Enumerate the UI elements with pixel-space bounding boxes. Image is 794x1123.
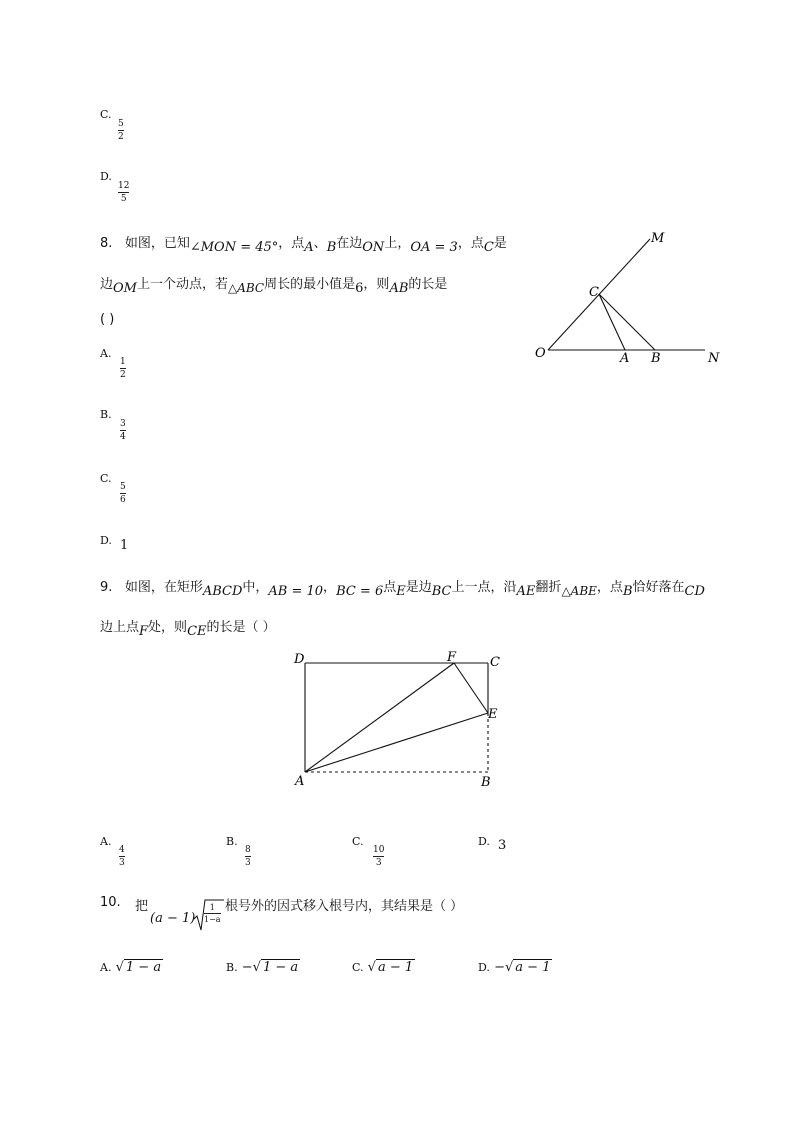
text: 点 bbox=[383, 580, 397, 595]
text: 上一个动点，若 bbox=[136, 277, 228, 292]
denominator: 1−a bbox=[204, 915, 221, 924]
segment-ae bbox=[305, 713, 488, 772]
q8-option-d-label: D. bbox=[100, 534, 112, 547]
q9-option-b-fraction bbox=[245, 845, 251, 868]
numerator: 12 bbox=[118, 181, 130, 191]
segment-ae: AE bbox=[516, 584, 536, 599]
q9-line-2 bbox=[100, 616, 276, 639]
segment-cb bbox=[599, 294, 655, 350]
denominator: 2 bbox=[120, 370, 126, 380]
q10-option-c bbox=[352, 960, 415, 975]
label-b: B bbox=[651, 351, 661, 366]
denominator: 5 bbox=[120, 194, 127, 204]
q8-option-c-label: C. bbox=[100, 472, 112, 485]
text: ，点 bbox=[596, 580, 623, 595]
text: 的长是 bbox=[408, 277, 448, 292]
label-a: A bbox=[620, 351, 630, 366]
triangle-abe: △ABE bbox=[561, 584, 597, 598]
q10-factor: (a − 1) bbox=[150, 911, 196, 926]
text: 边 bbox=[100, 277, 114, 292]
text: 处，则 bbox=[148, 620, 188, 635]
text: 如图，在矩形 bbox=[124, 580, 203, 595]
option-label: D. bbox=[478, 961, 490, 974]
text: 恰好落在 bbox=[632, 580, 685, 595]
point-b: B bbox=[622, 584, 633, 599]
text: 是 bbox=[493, 236, 507, 251]
q8-answer-paren: ( ) bbox=[100, 312, 115, 327]
question-number: 9. bbox=[100, 580, 113, 595]
q10-option-d bbox=[478, 960, 552, 975]
text: 边上点 bbox=[100, 620, 140, 635]
segment-ca bbox=[599, 294, 625, 350]
q8-option-b-label: B. bbox=[100, 408, 112, 421]
radicand: a − 1 bbox=[515, 960, 551, 975]
segment-fe bbox=[454, 663, 488, 713]
label-n: N bbox=[708, 351, 720, 366]
text: ， bbox=[323, 580, 337, 595]
q10-text-2: 根号外的因式移入根号内，其结果是（ ） bbox=[225, 899, 464, 914]
numerator: 10 bbox=[373, 845, 385, 855]
rect-abcd: ABCD bbox=[202, 584, 243, 599]
option-label: B. bbox=[226, 961, 238, 974]
denominator: 2 bbox=[118, 132, 124, 142]
q8-figure bbox=[525, 225, 730, 370]
segment-af bbox=[305, 663, 454, 772]
q7-option-d-label: D. bbox=[100, 170, 112, 183]
text: 上一点，沿 bbox=[451, 580, 517, 595]
q8-option-d-value: 1 bbox=[120, 538, 129, 553]
label-f: F bbox=[447, 650, 457, 665]
denominator: 6 bbox=[120, 495, 126, 505]
numerator: 3 bbox=[120, 419, 126, 429]
q8-option-c-fraction bbox=[120, 482, 126, 505]
label-e: E bbox=[488, 707, 498, 722]
option-label: A. bbox=[100, 961, 112, 974]
point-a: A bbox=[304, 240, 314, 255]
text: ，则 bbox=[363, 277, 390, 292]
q7-option-d-fraction bbox=[118, 181, 129, 204]
q8-line-2 bbox=[100, 273, 448, 296]
q7-option-c-fraction bbox=[118, 119, 124, 142]
q10-option-a bbox=[100, 960, 163, 975]
q10-number: 10. bbox=[100, 895, 121, 910]
point-c: C bbox=[483, 240, 494, 255]
text: ，点 bbox=[278, 236, 305, 251]
radicand: 1 − a bbox=[125, 960, 162, 975]
text: 在边 bbox=[336, 236, 363, 251]
sign: − bbox=[241, 960, 253, 975]
radicand: 1 − a bbox=[262, 960, 299, 975]
numerator: 5 bbox=[118, 119, 124, 129]
label-d: D bbox=[294, 652, 305, 667]
point-f: F bbox=[139, 624, 149, 639]
text: 是边 bbox=[405, 580, 432, 595]
q8-option-a-fraction bbox=[120, 357, 126, 380]
radical-icon: √ bbox=[252, 960, 261, 975]
text: 上， bbox=[384, 236, 411, 251]
question-number: 8. bbox=[100, 236, 113, 251]
radical-icon: √ bbox=[504, 960, 514, 975]
label-c: C bbox=[490, 655, 500, 670]
segment-ab: AB bbox=[389, 281, 409, 296]
q7-option-c-label: C. bbox=[100, 108, 112, 121]
denominator: 3 bbox=[375, 858, 382, 868]
segment-ce: CE bbox=[187, 624, 207, 639]
text: ，点 bbox=[457, 236, 484, 251]
q9-option-d-label: D. bbox=[478, 835, 490, 848]
radical-icon: √ bbox=[115, 960, 124, 975]
angle-expression: ∠MON = 45° bbox=[189, 240, 279, 255]
q9-option-a-label: A. bbox=[100, 835, 112, 848]
radicand: a − 1 bbox=[377, 960, 414, 975]
q10-radicand-fraction bbox=[204, 903, 221, 924]
q9-option-c-fraction bbox=[373, 845, 384, 868]
q10-text-1: 把 bbox=[135, 899, 149, 914]
q9-option-c-label: C. bbox=[352, 835, 364, 848]
q9-option-a-fraction bbox=[119, 845, 125, 868]
text: 翻折 bbox=[535, 580, 562, 595]
point-e: E bbox=[396, 584, 406, 599]
numerator: 1 bbox=[209, 903, 215, 912]
equation-ab: AB = 10 bbox=[268, 584, 324, 599]
q8-line-1 bbox=[100, 232, 507, 255]
point-b: B bbox=[326, 240, 337, 255]
segment-cd: CD bbox=[684, 584, 705, 599]
triangle-abc: △ABC bbox=[228, 281, 265, 295]
segment-on: ON bbox=[362, 240, 385, 255]
equation-bc: BC = 6 bbox=[336, 584, 384, 599]
label-m: M bbox=[651, 231, 665, 246]
sign: − bbox=[494, 960, 505, 975]
q9-line-1 bbox=[100, 576, 705, 599]
q10-option-b bbox=[226, 960, 300, 975]
numerator: 1 bbox=[120, 357, 126, 367]
q9-option-d-value: 3 bbox=[498, 838, 507, 853]
label-b: B bbox=[481, 775, 491, 790]
text: 的长是（ ） bbox=[206, 620, 276, 635]
text: 、 bbox=[313, 236, 327, 251]
label-o: O bbox=[535, 346, 546, 361]
denominator: 4 bbox=[120, 432, 126, 442]
q9-figure bbox=[288, 648, 508, 793]
numerator: 8 bbox=[245, 845, 251, 855]
denominator: 3 bbox=[119, 858, 125, 868]
text: 如图，已知 bbox=[124, 236, 190, 251]
numerator: 4 bbox=[119, 845, 125, 855]
radical-icon: √ bbox=[367, 960, 376, 975]
numerator: 5 bbox=[120, 482, 126, 492]
option-label: C. bbox=[352, 961, 364, 974]
q8-option-a-label: A. bbox=[100, 347, 112, 360]
q8-option-b-fraction bbox=[120, 419, 126, 442]
label-a: A bbox=[295, 774, 305, 789]
equation-oa: OA = 3 bbox=[410, 240, 458, 255]
segment-bc: BC bbox=[431, 584, 452, 599]
text: 周长的最小值是 bbox=[264, 277, 356, 292]
q9-option-b-label: B. bbox=[226, 835, 238, 848]
segment-om: OM bbox=[113, 281, 137, 296]
label-c: C bbox=[589, 285, 599, 300]
denominator: 3 bbox=[245, 858, 251, 868]
text: 中， bbox=[242, 580, 269, 595]
min-perimeter-value: 6 bbox=[355, 281, 364, 296]
